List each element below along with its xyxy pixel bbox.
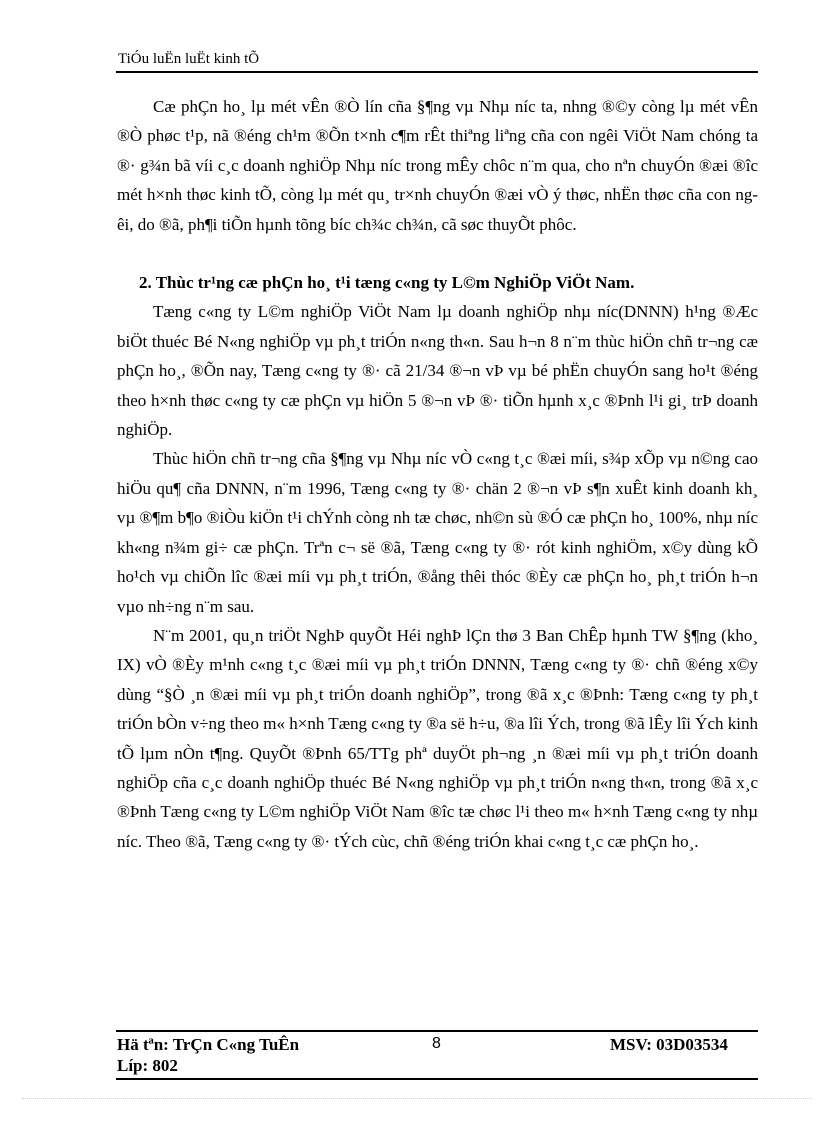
footer-rule-bottom	[116, 1078, 758, 1080]
section-heading: 2. Thùc tr¹ng cæ phÇn ho¸ t¹i tæng c«ng ty L©m NghiÖp ViÖt Nam.	[139, 273, 635, 293]
body-paragraph: Cæ phÇn ho¸ lµ mét vÊn ®Ò lín cña §¶ng vµ Nhµ níc ta, nhng ®©y còng lµ mét vÊn ®Ò phøc t¹p, nã ®éng ch¹m ®Õn t×nh c¶m rÊt thiªng liªng cña con ngêi ViÖt Nam chóng ta ®· g¾n bã víi c¸c doanh nghiÖp Nhµ níc trong mÊy chôc n¨m qua, cho nªn chuyÓn ®æi ®îc mét h×nh thøc kinh tÕ, còng lµ mét qu¸ tr×nh chuyÓn ®æi vÒ ý thøc, nhËn thøc cña con ngêi, do ®ã, ph¶i tiÕn hµnh tõng bíc ch¾c ch¾n, cã søc thuyÕt phôc.	[117, 97, 758, 234]
footer-student-id: MSV: 03D03534	[610, 1035, 728, 1054]
header-rule	[116, 71, 758, 73]
page-edge-divider	[22, 1098, 812, 1099]
body-paragraph: Thùc hiÖn chñ tr¬ng cña §¶ng vµ Nhµ níc vÒ c«ng t¸c ®æi míi, s¾p xÕp vµ n©ng cao hiÖu qu¶ cña DNNN, n¨m 1996, Tæng c«ng ty ®· chän 2 ®¬n vÞ s¶n xuÊt kinh doanh kh¸ vµ ®¶m b¶o ®iÒu kiÖn t¹i chÝnh còng nh tæ chøc, nh©n sù ®Ó cæ phÇn ho¸ 100%, nhµ níc kh«ng n¾m gi÷ cæ phÇn. Trªn c¬ së ®ã, Tæng c«ng ty ®· rót kinh nghiÖm, x©y dùng kÕ ho¹ch vµ chiÕn lîc ®æi míi vµ ph¸t triÓn, ®ång thêi thóc ®Èy cæ phÇn ho¸ ph¸t triÓn h¬n vµo nh÷ng n¨m sau.	[117, 449, 758, 616]
page-body	[117, 92, 758, 856]
body-paragraph: N¨m 2001, qu¸n triÖt NghÞ quyÕt Héi nghÞ lÇn thø 3 Ban ChÊp hµnh TW §¶ng (kho¸ IX) vÒ ®Èy m¹nh c«ng t¸c ®æi míi vµ ph¸t triÓn DNNN, Tæng c«ng ty ®· chñ ®éng x©y dùng “§Ò ¸n ®æi míi vµ ph¸t triÓn doanh nghiÖp”, trong ®ã x¸c ®Þnh: Tæng c«ng ty ph¸t triÓn bÒn v÷ng theo m« h×nh Tæng c«ng ty ®a së h÷u, ®a lîi Ých, trong ®ã lÊy lîi Ých kinh tÕ lµm nÒn t¶ng. QuyÕt ®Þnh 65/TTg phª duyÖt ph¬ng ¸n ®æi míi vµ ph¸t triÓn doanh nghiÖp cña c¸c doanh nghiÖp thuéc Bé N«ng nghiÖp vµ ph¸t triÓn n«ng th«n, trong ®ã x¸c ®Þnh Tæng c«ng ty L©m nghiÖp ViÖt Nam ®îc tæ chøc l¹i theo m« h×nh Tæng c«ng ty nhµ níc. Theo ®ã, Tæng c«ng ty ®· tÝch cùc, chñ ®éng triÓn khai c«ng t¸c cæ phÇn ho¸.	[117, 625, 758, 851]
footer-author-name: Hä tªn: TrÇn C«ng TuÊn	[117, 1035, 300, 1054]
body-paragraph: Tæng c«ng ty L©m nghiÖp ViÖt Nam lµ doanh nghiÖp nhµ níc(DNNN) h¹ng ®Æc biÖt thuéc Bé N«ng nghiÖp vµ ph¸t triÓn n«ng th«n. Sau h¬n 8 n¨m thùc hiÖn chñ tr¬ng cæ phÇn ho¸, ®Õn nay, Tæng c«ng ty ®· cã 21/34 ®¬n vÞ vµ bé phËn chuyÓn sang ho¹t ®éng theo h×nh thøc c«ng ty cæ phÇn vµ hiÖn 5 ®¬n vÞ ®· tiÕn hµnh x¸c ®Þnh l¹i gi¸ trÞ doanh nghiÖp.	[117, 302, 758, 440]
page-number: 8	[432, 1035, 441, 1052]
footer-rule-top	[116, 1030, 758, 1032]
footer-class: Líp: 802	[117, 1056, 178, 1075]
running-header: TiÓu luËn luËt kinh tÕ	[118, 51, 260, 67]
